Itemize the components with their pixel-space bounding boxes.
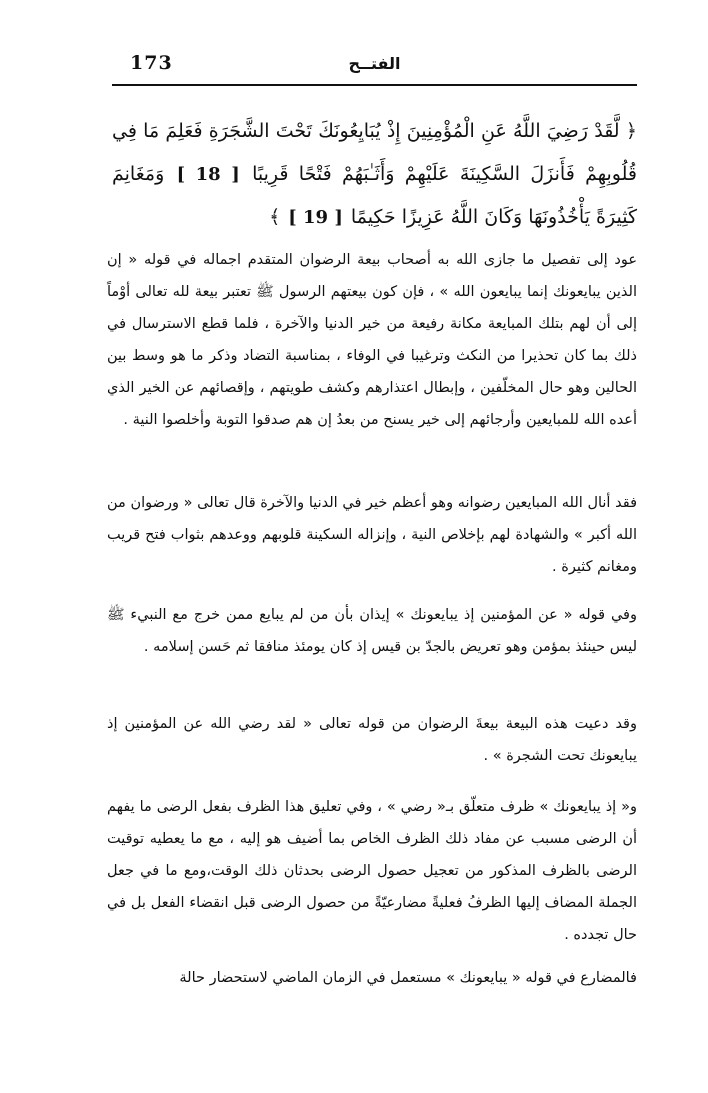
verse-text: وَمَغَانِمَ كَثِيرَةً يَأْخُذُونَهَا وَكَانَ اللَّهُ عَزِيزًا حَكِيمًا [112, 163, 637, 228]
ayah-number: [ 18 ] [176, 164, 240, 185]
page-header [112, 48, 637, 88]
running-title: الفتــح [348, 54, 401, 73]
page-number: 173 [130, 52, 173, 74]
header-rule [112, 84, 637, 86]
verse-open-bracket: ﴿ [625, 120, 637, 142]
commentary-paragraph: فالمضارع في قوله « يبايعونك » مستعمل في الزمان الماضي لاستحضار حالة [179, 970, 637, 986]
commentary-paragraph: وفي قوله « عن المؤمنين إذ يبايعونك » إيذان بأن من لم يبايع ممن خرج مع النبيء ﷺ ليس حينئذ بمؤمن وهو تعريض بالجدّ بن قيس إذ كان يومئذ منافقا ثم حَسن إسلامه . [107, 607, 637, 655]
ayah-number: [ 19 ] [288, 207, 343, 228]
verse-close-bracket: ﴾ [269, 206, 281, 228]
commentary-paragraph: فقد أنال الله المبايعين رضوانه وهو أعظم خير في الدنيا والآخرة قال تعالى « ورضوان من الله أكبر » والشهادة لهم بإخلاص النية ، وإنزاله السكينة قلوبهم ووعدهم بثواب فتح قريب ومغانم كثيرة . [107, 495, 637, 575]
verse-text: لَّقَدْ رَضِيَ اللَّهُ عَنِ الْمُؤْمِنِينَ إِذْ يُبَايِعُونَكَ تَحْتَ الشَّجَرَةِ فَعَلِمَ مَا فِي قُلُوبِهِمْ فَأَنزَلَ السَّكِينَةَ عَلَيْهِمْ وَأَثَـٰبَهُمْ فَتْحًا قَرِيبًا [112, 120, 637, 185]
commentary-paragraph: عود إلى تفصيل ما جازى الله به أصحاب بيعة الرضوان المتقدم اجماله في قوله « إن الذين يبايعونك إنما يبايعون الله » ، فإن كون بيعتهم الرسول ﷺ تعتبر بيعة لله تعالى أوْماً إلى أن لهم بتلك المبايعة مكانة رفيعة من خير الدنيا والآخرة ، فلما قطع الاسترسال في ذلك بما كان تحذيرا من النكث وترغيبا في الوفاء ، بمناسبة التضاد وذكر ما هو وسط بين الحالين وهو حال المخلّفين ، وإبطال اعتذارهم وكشف طويتهم ، وإقصائهم عن الخير الذي أعده الله للمبايعين وأرجائهم إلى خير يسنح من بعدُ إن هم صدقوا التوبة وأخلصوا النية . [107, 252, 637, 428]
quran-verse-block [112, 110, 637, 239]
commentary-paragraph: وقد دعيت هذه البيعة بيعةَ الرضوان من قوله تعالى « لقد رضي الله عن المؤمنين إذ يبايعونك تحت الشجرة » . [107, 716, 637, 764]
commentary-paragraph: و« إذ يبايعونك » ظرف متعلّق بـ« رضي » ، وفي تعليق هذا الظرف بفعل الرضى ما يفهم أن الرضى مسبب عن مفاد ذلك الظرف الخاص بما أضيف هو إليه ، مع ما يعطيه توقيت الرضى بالظرف المذكور من تعجيل حصول الرضى بحدثان ذلك الوقت،ومع ما في جعل الجملة المضاف إليها الظرفُ فعليةً مضارعيّةً من حصول الرضى قبل انقضاء الفعل بل في حال تجدده . [107, 799, 637, 943]
